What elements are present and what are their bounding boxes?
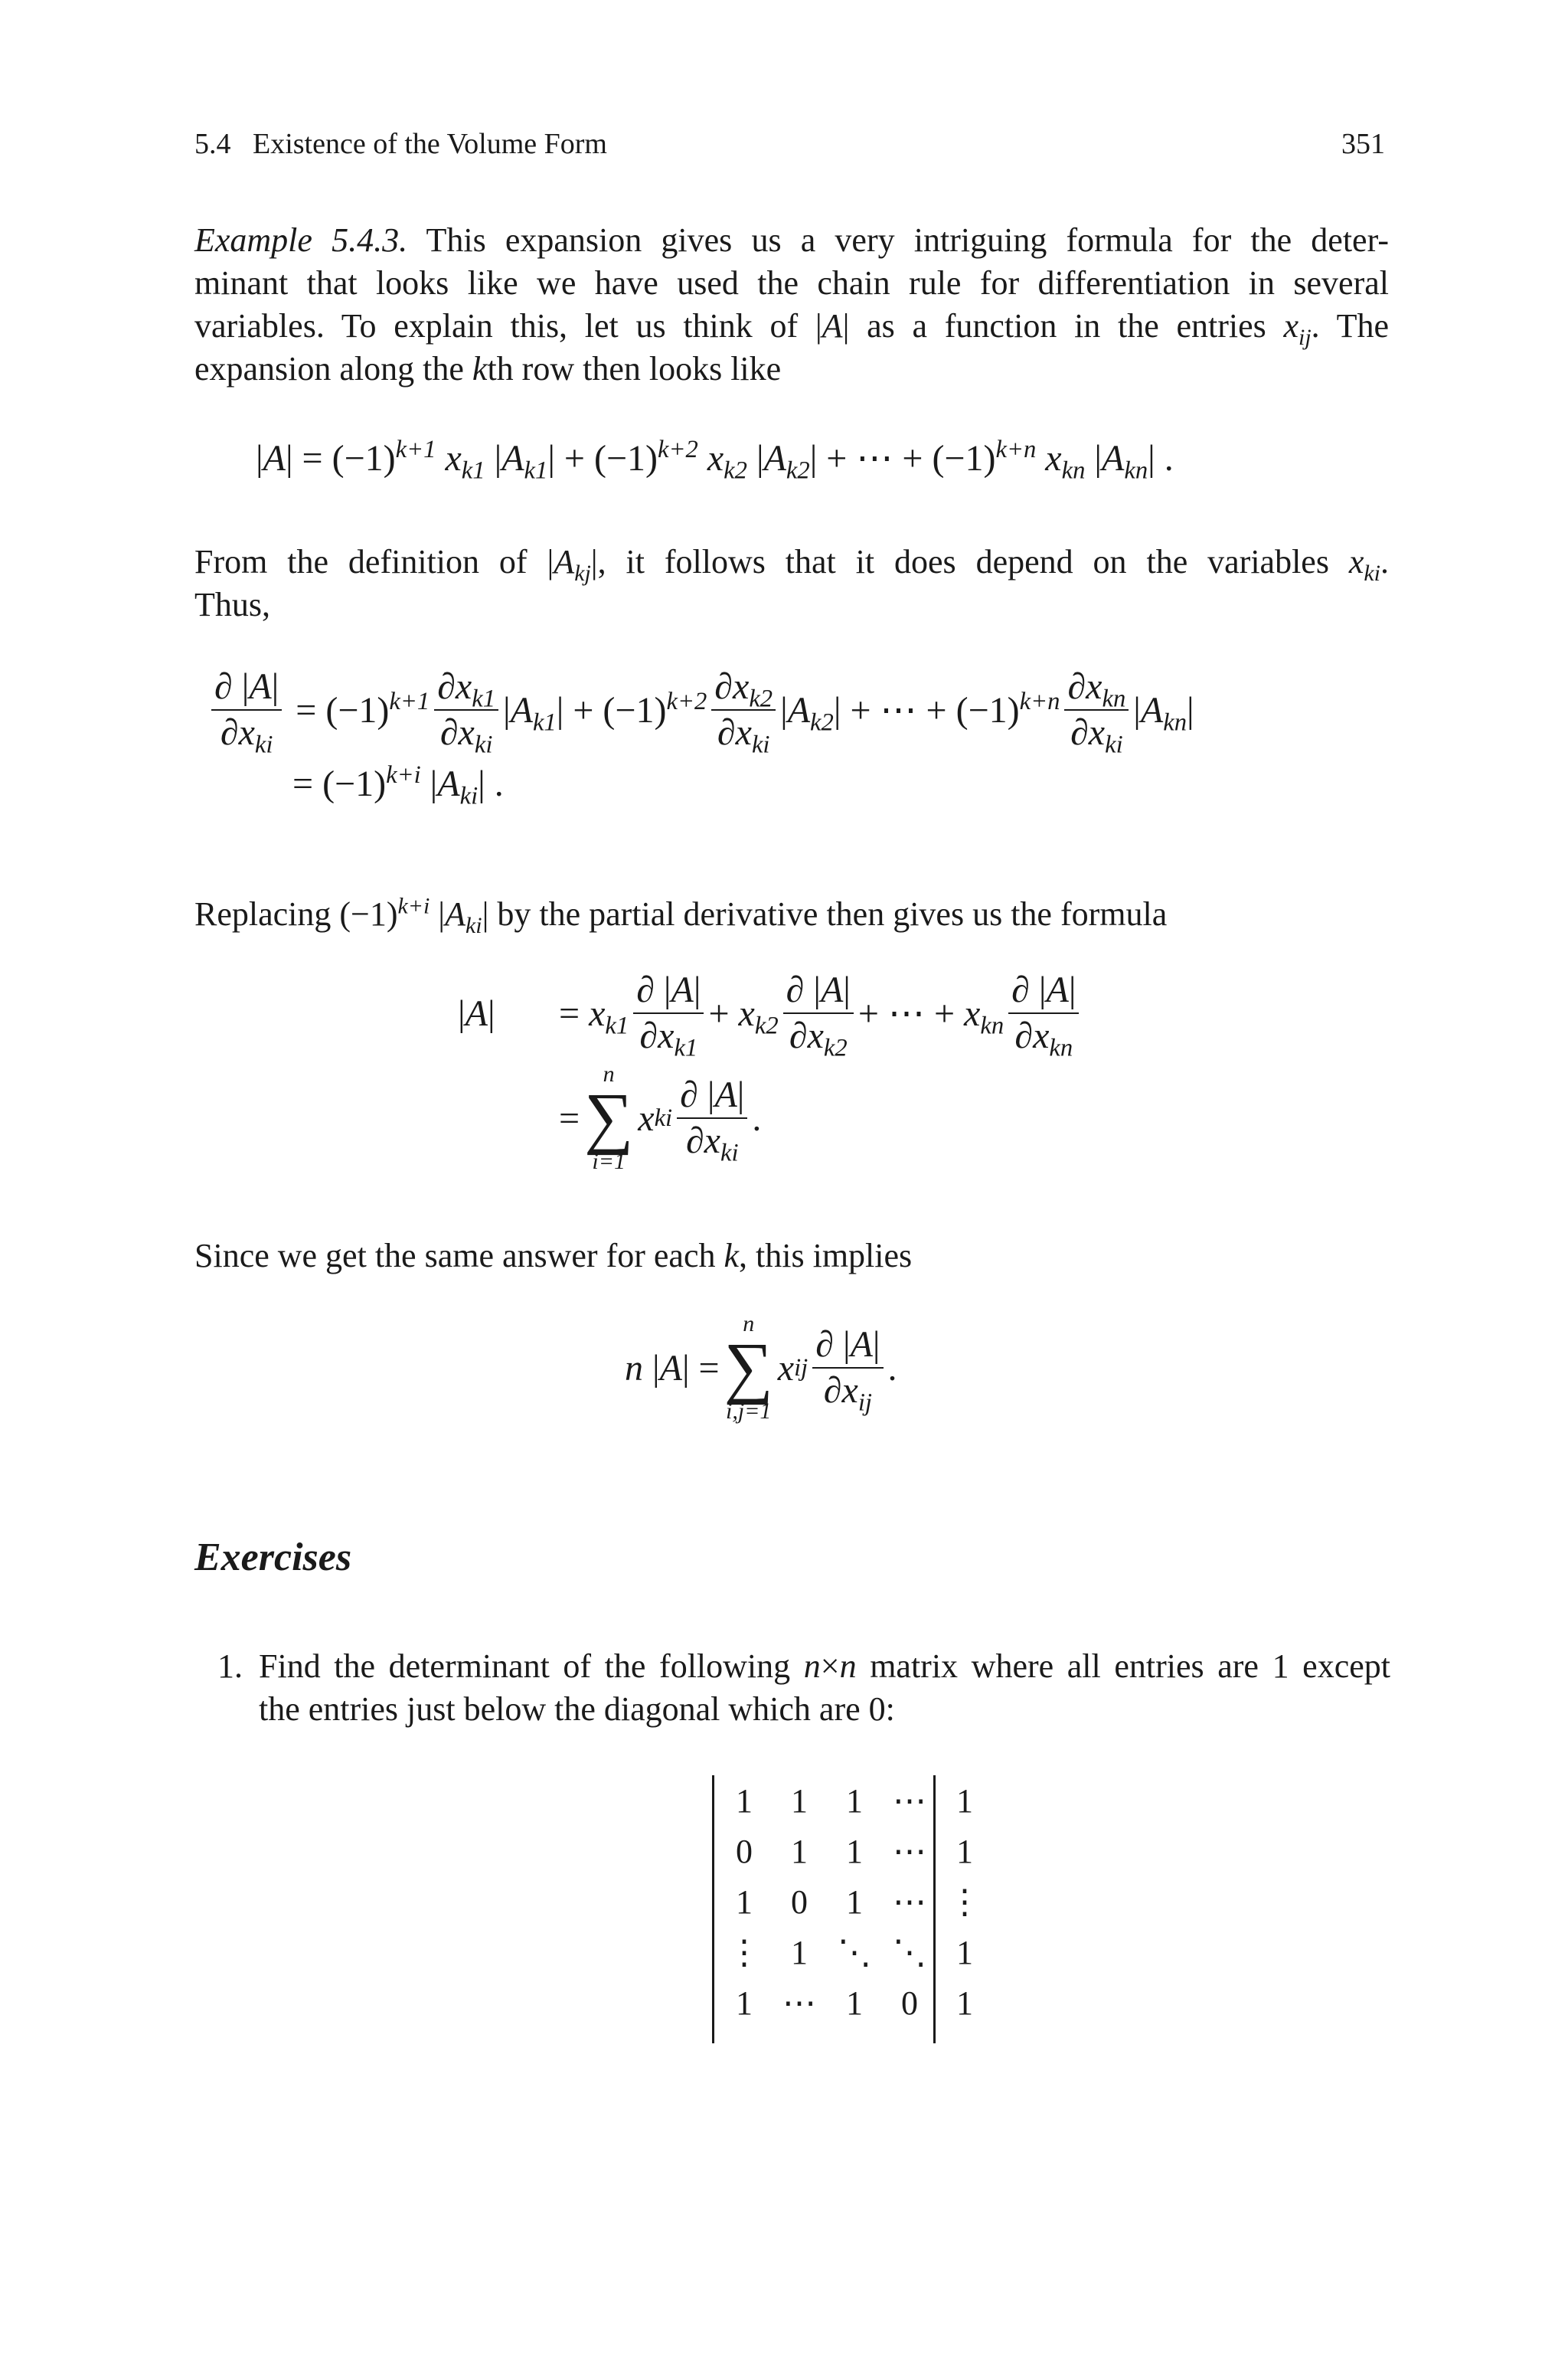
matrix-cell: ⋯ <box>782 1984 816 2022</box>
equation-n-times-det: n |A| = n ∑ i,j=1 x ij $\frac{\partial |A|}{\partial x_{ij}}$ . <box>625 1311 897 1424</box>
matrix-row <box>717 1977 992 2028</box>
matrix-cell: 1 <box>791 1933 808 1971</box>
paragraph-since: Since we get the same answer for each k, this implies <box>194 1237 913 1274</box>
determinant-left-bar <box>712 1775 714 2043</box>
paragraph-replacing: Replacing $(-1)^{k+i}$ $|A_{ki}|$ by the partial derivative then gives us the formula <box>194 893 1168 938</box>
matrix-cell: ⋱ <box>838 1933 871 1971</box>
matrix-row <box>717 1927 992 1977</box>
matrix-cell: 0 <box>791 1882 808 1921</box>
matrix-cell: ⋱ <box>893 1933 926 1971</box>
matrix-row <box>717 1826 992 1876</box>
determinant-matrix <box>712 1775 982 2043</box>
matrix-cell: 0 <box>736 1832 753 1870</box>
page-number: 351 <box>1341 128 1385 160</box>
matrix-cell: ⋯ <box>893 1832 926 1870</box>
matrix-cell: 1 <box>956 1933 973 1971</box>
matrix-cell: 1 <box>791 1832 808 1870</box>
matrix-cell: 1 <box>736 1882 753 1921</box>
matrix-cell: ⋮ <box>948 1882 982 1921</box>
matrix-cell: 1 <box>846 1832 863 1870</box>
matrix-cell: 1 <box>791 1781 808 1820</box>
matrix-cell: 1 <box>736 1781 753 1820</box>
matrix-row <box>717 1876 992 1927</box>
running-header-section: 5.4 Existence of the Volume Form <box>194 128 607 160</box>
example-paragraph: Example 5.4.3. This expansion gives us a very intriguing formula for the deter- minant that looks like we have used the chain rule for differentiation in several variables. To explain this, let us think of |A| as a function in the entries $x_{ij}$. The expansion along the kth row then looks like <box>194 221 1390 388</box>
exercise-item: Find the determinant of the following n×n matrix where all entries are 1 except the entries just below the diagonal which are 0: <box>259 1647 1390 1728</box>
matrix-cell: ⋯ <box>893 1781 926 1820</box>
matrix-cell: 1 <box>956 1984 973 2022</box>
exercise-number: 1. <box>217 1647 243 1685</box>
matrix-row <box>717 1775 992 1826</box>
matrix-cell: 1 <box>956 1832 973 1870</box>
example-label: Example 5.4.3. <box>194 221 408 259</box>
matrix-cell: 0 <box>901 1984 918 2022</box>
equation-expansion: $|A| = (-1)^{k+1}$ $x_{k1}$ $|A_{k1}| + (-1)^{k+2}$ $x_{k2}$ $|A_{k2}|$ + ⋯ + $(-1)^{k+n}$ $x_{kn}$ $|A_{kn}|$ . <box>256 436 1174 485</box>
matrix-cell: 1 <box>846 1781 863 1820</box>
matrix-cell: 1 <box>736 1984 753 2022</box>
matrix-cell: 1 <box>846 1882 863 1921</box>
matrix-cell: ⋯ <box>893 1882 926 1921</box>
equation-partial-derivative: $\frac{\partial |A|}{\partial x_{ki}}$ = $(-1)^{k+1}$ $\frac{\partial x_{k1}}{\partial x_{ki}}$ $|A_{k1}| + (-1)^{k+2}$ $\frac{\partial x_{k2}}{\partial x_{ki}}$ $|A_{k2}|$ + ⋯ + $(-1)^{k+n}$ $\frac{\partial x_{kn}}{\partial x_{ki}}$ $|A_{kn}|$ = $(-1)^{k+i}$ $|A_{ki}|$ . <box>207 665 1194 805</box>
matrix-cell: 1 <box>956 1781 973 1820</box>
equation-sum-formula: |A| = $x_{k1}$ $\frac{\partial |A|}{\partial x_{k1}}$ + $x_{k2}$ $\frac{\partial |A|}{\partial x_{k2}}$ + ⋯ + $x_{kn}$ $\frac{\partial |A|}{\partial x_{kn}}$ = n ∑ i=1 x ki $\frac{\partial |A|}{\partial x_{ki}}$ . <box>458 968 1083 1175</box>
exercises-heading: Exercises <box>194 1536 352 1579</box>
matrix-cell: 1 <box>846 1984 863 2022</box>
matrix-cell: ⋮ <box>727 1933 761 1971</box>
paragraph-definition: From the definition of $|A_{kj}|$, it follows that it does depend on the variables $x_{ki}$. Thus, <box>194 543 1389 623</box>
